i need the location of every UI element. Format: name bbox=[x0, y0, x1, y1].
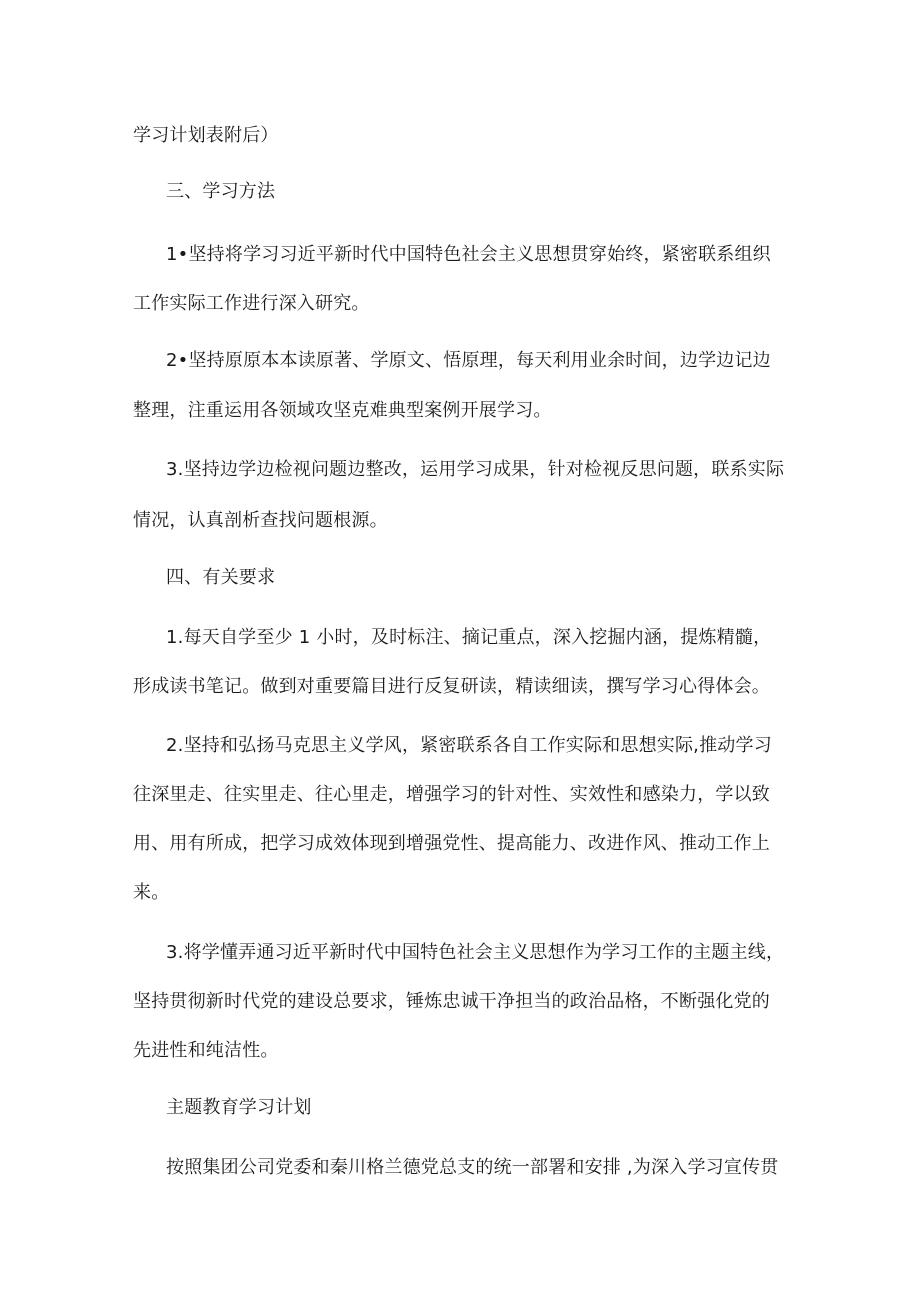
text-line: 用、用有所成，把学习成效体现到增强党性、提高能力、改进作风、推动工作上 bbox=[133, 833, 770, 854]
text-line: 情况，认真剖析查找问题根源。 bbox=[133, 510, 388, 531]
text-line: 往深里走、往实里走、往心里走，增强学习的针对性、实效性和感染力，学以致 bbox=[133, 784, 770, 805]
text-line: 来。 bbox=[133, 882, 170, 903]
section-heading-methods: 三、学习方法 bbox=[166, 181, 276, 202]
text-line: 按照集团公司党委和秦川格兰德党总支的统一部署和安排 ,为深入学习宣传贯 bbox=[166, 1157, 779, 1178]
text-line: 整理，注重运用各领域攻坚克难典型案例开展学习。 bbox=[133, 400, 552, 421]
text-line: 2•坚持原原本本读原著、学原文、悟原理，每天利用业余时间，边学边记边 bbox=[166, 350, 771, 371]
text-line: 学习计划表附后） bbox=[133, 125, 279, 146]
text-line: 1.每天自学至少 1 小时，及时标注、摘记重点，深入挖掘内涵，提炼精髓， bbox=[166, 627, 772, 648]
text-line: 形成读书笔记。做到对重要篇目进行反复研读，精读细读，撰写学习心得体会。 bbox=[133, 676, 770, 697]
text-line: 3.坚持边学边检视问题边整改，运用学习成果，针对检视反思问题，联系实际 bbox=[166, 459, 785, 480]
section-title-study-plan: 主题教育学习计划 bbox=[166, 1097, 312, 1118]
text-line: 2.坚持和弘扬马克思主义学风，紧密联系各自工作实际和思想实际,推动学习 bbox=[166, 735, 772, 756]
text-line: 3.将学懂弄通习近平新时代中国特色社会主义思想作为学习工作的主题主线， bbox=[166, 942, 785, 963]
text-line: 1•坚持将学习习近平新时代中国特色社会主义思想贯穿始终，紧密联系组织 bbox=[166, 244, 771, 265]
section-heading-requirements: 四、有关要求 bbox=[166, 567, 276, 588]
text-line: 先进性和纯洁性。 bbox=[133, 1040, 279, 1061]
text-line: 工作实际工作进行深入研究。 bbox=[133, 293, 370, 314]
text-line: 坚持贯彻新时代党的建设总要求，锤炼忠诚干净担当的政治品格，不断强化党的 bbox=[133, 991, 770, 1012]
